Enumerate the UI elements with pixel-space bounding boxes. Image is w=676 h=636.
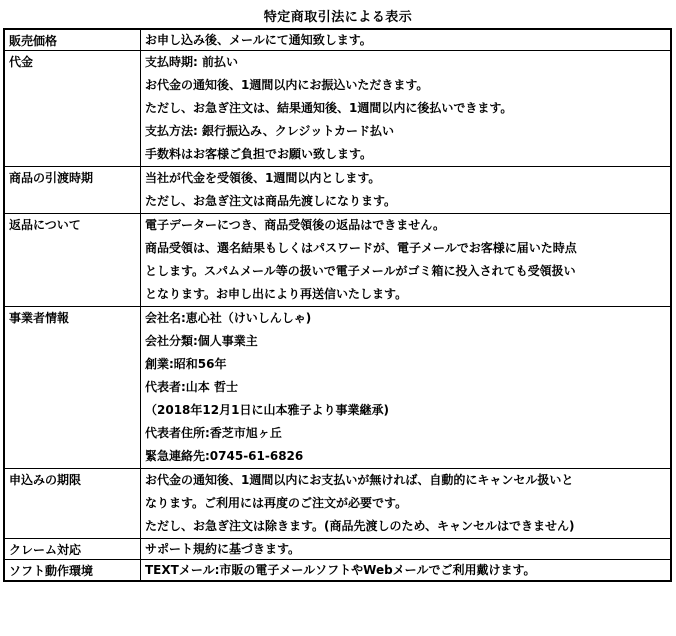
content-line: 緊急連絡先:0745-61-6826: [145, 449, 304, 463]
content-line: 支払方法: 銀行振込み、クレジットカード払い: [145, 124, 395, 138]
content-line: TEXTメール:市販の電子メールソフトやWebメールでご利用戴けます。: [145, 563, 536, 577]
content-line: 代表者:山本 哲士: [145, 380, 238, 394]
table-row: [4, 560, 671, 582]
content-line: お申し込み後、メールにて通知致します。: [145, 33, 372, 47]
row-content-deadline: [141, 469, 672, 539]
table-row: [4, 51, 671, 167]
content-line: なります。ご利用には再度のご注文が必要です。: [145, 496, 408, 510]
content-line: 支払時期: 前払い: [145, 55, 238, 69]
row-content-delivery: [141, 167, 672, 214]
content-line: 電子データーにつき、商品受領後の返品はできません。: [145, 218, 446, 232]
content-line: となります。お申し出により再送信いたします。: [145, 287, 408, 301]
content-line: 商品受領は、選名結果もしくはパスワードが、電子メールでお客様に届いた時点: [145, 241, 577, 255]
row-label-software: ソフト動作環境: [4, 560, 141, 582]
row-content-price: [141, 29, 672, 51]
content-line: 代表者住所:香芝市旭ヶ丘: [145, 426, 282, 440]
row-content-complaints: [141, 539, 672, 560]
table-row: [4, 539, 671, 560]
content-line: 当社が代金を受領後、1週間以内とします。: [145, 171, 381, 185]
row-label-deadline: 申込みの期限: [4, 469, 141, 539]
row-content-software: [141, 560, 672, 582]
table-row: [4, 29, 671, 51]
row-label-delivery: 商品の引渡時期: [4, 167, 141, 214]
table-row: [4, 469, 671, 539]
row-content-returns: [141, 214, 672, 307]
content-line: サポート規約に基づきます。: [145, 542, 301, 556]
row-label-returns: 返品について: [4, 214, 141, 307]
content-line: 創業:昭和56年: [145, 357, 227, 371]
content-line: 会社名:恵心社（けいしんしゃ): [145, 311, 312, 325]
content-line: ただし、お急ぎ注文は、結果通知後、1週間以内に後払いできます。: [145, 101, 513, 115]
table-row: [4, 214, 671, 307]
commerce-disclosure-table: [3, 28, 672, 582]
content-line: 手数料はお客様ご負担でお願い致します。: [145, 147, 373, 161]
table-row: [4, 167, 671, 214]
row-content-payment: [141, 51, 672, 167]
content-line: ただし、お急ぎ注文は商品先渡しになります。: [145, 194, 397, 208]
page-title: 特定商取引法による表示: [263, 10, 413, 25]
row-label-payment: 代金: [4, 51, 141, 167]
row-content-business-info: [141, 307, 672, 469]
row-label-price: 販売価格: [4, 29, 141, 51]
content-line: （2018年12月1日に山本雅子より事業継承): [145, 403, 389, 417]
content-line: お代金の通知後、1週間以内にお支払いが無ければ、自動的にキャンセル扱いと: [145, 473, 574, 487]
content-line: 会社分類:個人事業主: [145, 334, 258, 348]
content-line: お代金の通知後、1週間以内にお振込いただきます。: [145, 78, 429, 92]
row-label-business-info: 事業者情報: [4, 307, 141, 469]
content-line: ただし、お急ぎ注文は除きます。(商品先渡しのため、キャンセルはできません): [145, 519, 575, 533]
table-row: [4, 307, 671, 469]
row-label-complaints: クレーム対応: [4, 539, 141, 560]
content-line: とします。スパムメール等の扱いで電子メールがゴミ箱に投入されても受領扱い: [145, 264, 576, 278]
